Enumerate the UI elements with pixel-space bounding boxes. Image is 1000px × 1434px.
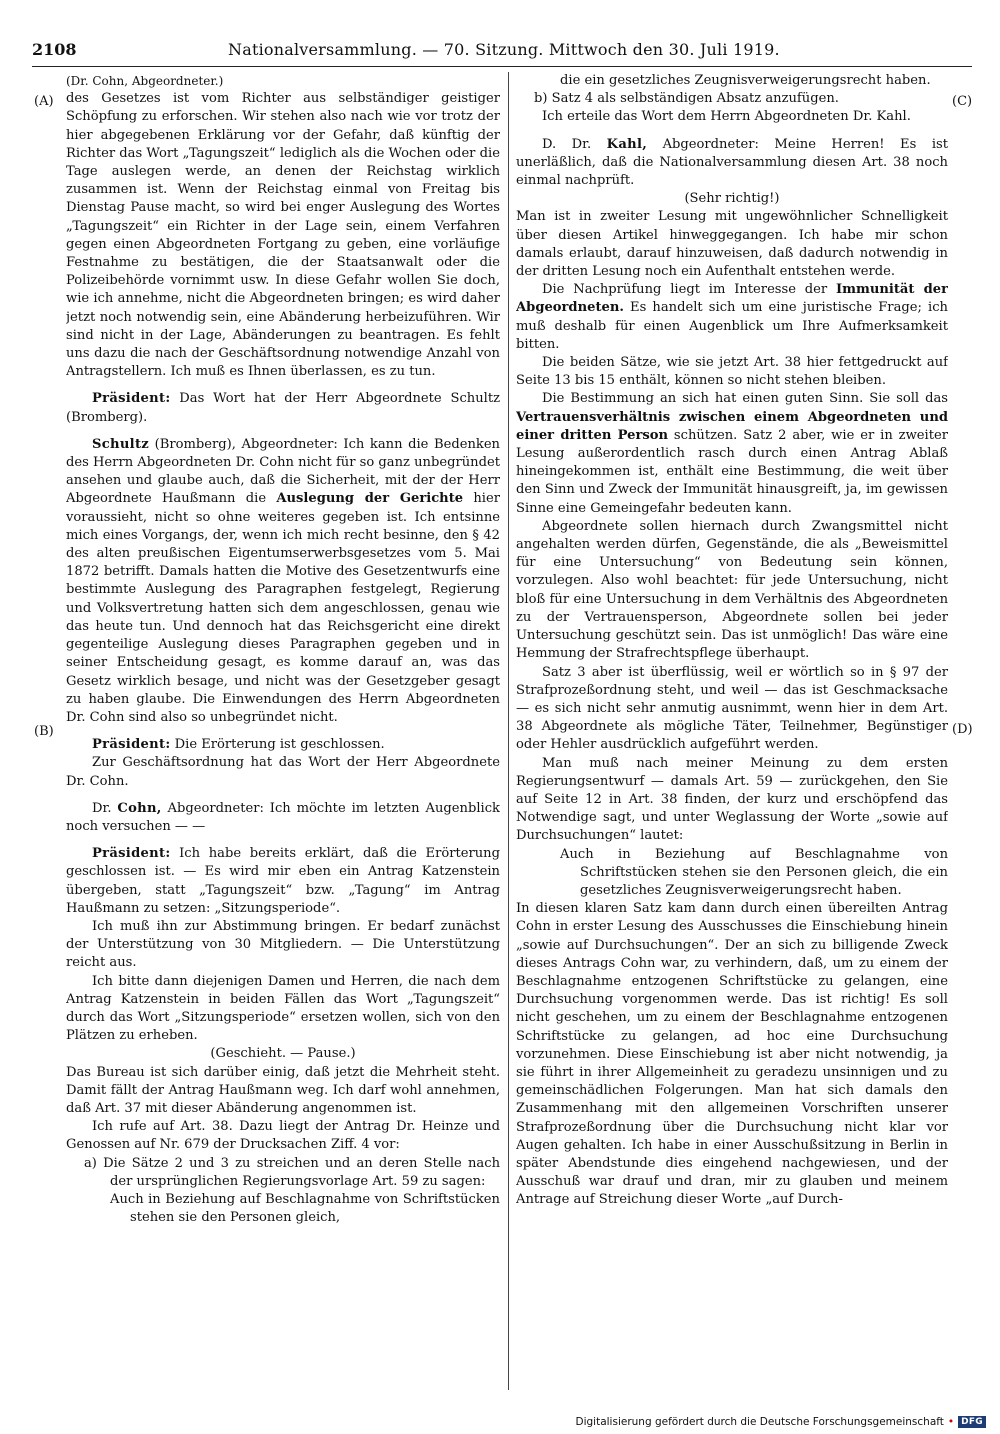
paragraph: des Gesetzes ist vom Richter aus selbständiger geistiger Schöpfung zu erforschen. Wir stehen also nach wie vor trotz der hier abgegebenen Erklärung vor der Gefahr, daß künftig der Richter das Wort „Tagungszeit“ lediglich als die Wochen oder die Tage auslegen werde, an denen der Reichstag wirklich zusammen ist. Wenn der Reichstag einmal von Freitag bis Dienstag Pause macht, so wird bei enger Auslegung des Wortes „Tagungszeit“ ein Richter in der Lage sein, einem Verfahren gegen einen Abgeordneten Fortgang zu geben, eine vorläufige Festnahme zu bestätigen, die der Staatsanwalt oder die Polizeibehörde vornimmt usw. In diese Gefahr wollen Sie doch, wie ich annehme, nicht die Abgeordneten bringen; es wird daher jetzt noch notwendig sein, eine Abänderung herbeizuführen. Wir sind nicht in der Lage, Abänderungen zu beantragen. Es fehlt uns dazu die nach der Geschäftsordnung notwendige Anzahl von Antragstellern. Ich muß es Ihnen überlassen, es zu tun. bbox=[66, 91, 500, 380]
paragraph: Schultz (Bromberg), Abgeordneter: Ich kann die Bedenken des Herrn Abgeordneten Dr. Cohn nicht für so ganz unbegründet ansehen und glaube auch, daß die Sicherheit, mit der der Herr Abgeordnete Haußmann die Auslegung der Gerichte hier voraussieht, nicht so ohne weiteres gegeben ist. Ich entsinne mich eines Vorgangs, der, wenn ich mich recht besinne, den § 42 des alten preußischen Eigentumserwerbsgesetzes vom 5. Mai 1872 betrifft. Damals hatten die Motive des Gesetzentwurfs eine bestimmte Auslegung des Paragraphen festgelegt, Regierung und Volksvertretung hatten sich dem angeschlossen, genau wie das heute tun. Und dennoch hat das Reichsgericht eine direkt gegenteilige Auslegung dieses Paragraphen gegeben und in seiner Entscheidung gesagt, es komme darauf an, was das Gesetz wirklich besage, und nicht was der Gesetzgeber gesagt zu haben glaube. Die Einwendungen des Herrn Abgeordneten Dr. Cohn sind also so unbegründet nicht. bbox=[66, 436, 500, 725]
quoted-text: die ein gesetzliches Zeugnisverweigerungsrecht haben. bbox=[560, 73, 931, 88]
page-number: 2108 bbox=[32, 40, 77, 59]
speaker-name: Cohn, bbox=[117, 800, 162, 816]
quoted-text: Auch in Beziehung auf Beschlagnahme von Schriftstücken stehen sie den Personen gleich, bbox=[110, 1191, 500, 1226]
interjection: (Sehr richtig!) bbox=[684, 191, 780, 207]
margin-marker-d: (D) bbox=[952, 722, 973, 737]
speaker-name: Präsident: bbox=[92, 737, 171, 753]
paragraph: Das Bureau ist sich darüber einig, daß jetzt die Mehrheit steht. Damit fällt der Antrag Haußmann weg. Ich darf wohl annehmen, daß Art. 37 mit dieser Abänderung angenommen ist. bbox=[66, 1064, 500, 1116]
paragraph: Präsident: Das Wort hat der Herr Abgeordnete Schultz (Bromberg). bbox=[66, 391, 500, 425]
page-header bbox=[32, 36, 972, 64]
paragraph: Präsident: Die Erörterung ist geschlossen. bbox=[92, 737, 385, 753]
speaker-name: Präsident: bbox=[92, 391, 171, 407]
paragraph: Präsident: Ich habe bereits erklärt, daß die Erörterung geschlossen ist. — Es wird mir eben ein Antrag Katzenstein übergeben, statt „Tagungszeit“ bzw. „Tagung“ im Antrag Haußmann zu setzen: „Sitzungsperiode“. bbox=[66, 846, 500, 916]
header-rule bbox=[32, 66, 972, 67]
paragraph: Die beiden Sätze, wie sie jetzt Art. 38 hier fettgedruckt auf Seite 13 bis 15 enthält, können so nicht stehen bleiben. bbox=[516, 355, 948, 389]
separator-dot: • bbox=[947, 1416, 955, 1428]
stage-direction: (Geschieht. — Pause.) bbox=[210, 1046, 356, 1062]
paragraph: Die Nachprüfung liegt im Interesse der Immunität der Abgeordneten. Es handelt sich um eine juristische Frage; ich muß deshalb für einen Augenblick um Ihre Aufmerksamkeit bitten. bbox=[516, 282, 948, 352]
dfg-logo: DFG bbox=[958, 1416, 986, 1428]
paragraph: Die Bestimmung an sich hat einen guten Sinn. Sie soll das Vertrauensverhältnis zwischen einem Abgeordneten und einer dritten Person schützen. Satz 2 aber, wie er in zweiter Lesung außerordentlich rasch durch einen Antrag Ablaß hineingekommen ist, enthält eine Bestimmung, die weit über den Sinn und Zweck der Immunität hinausgreift, ja, im gewissen Sinne eine Gemeingefahr bedeuten kann. bbox=[516, 391, 948, 516]
paragraph: Zur Geschäftsordnung hat das Wort der Herr Abgeordnete Dr. Cohn. bbox=[66, 755, 500, 789]
column-divider bbox=[508, 72, 509, 1390]
paragraph: Ich bitte dann diejenigen Damen und Herren, die nach dem Antrag Katzenstein in beiden Fällen das Wort „Tagungszeit“ durch das Wort „Sitzungsperiode“ ersetzen wollen, sich von den Plätzen zu erheben. bbox=[66, 973, 500, 1044]
right-column bbox=[516, 72, 948, 1372]
paragraph: Ich erteile das Wort dem Herrn Abgeordneten Dr. Kahl. bbox=[542, 109, 911, 125]
speaker-continuation-note: (Dr. Cohn, Abgeordneter.) bbox=[66, 74, 224, 88]
motion-item: a) Die Sätze 2 und 3 zu streichen und an deren Stelle nach der ursprünglichen Regierungsvorlage Art. 59 zu sagen: bbox=[84, 1155, 500, 1189]
left-column bbox=[66, 72, 500, 1372]
motion-item: b) Satz 4 als selbständigen Absatz anzufügen. bbox=[534, 91, 839, 107]
paragraph: Satz 3 aber ist überflüssig, weil er wörtlich so in § 97 der Strafprozeßordnung steht, und weil — das ist Geschmacksache — es sich nicht sehr anmutig ausnimmt, wenn hier in dem Art. 38 Abgeordnete als mögliche Täter, Teilnehmer, Begünstiger oder Hehler ausdrücklich aufgeführt werden. bbox=[516, 664, 948, 753]
speaker-name: Präsident: bbox=[92, 846, 171, 862]
emphasis: Auslegung der Gerichte bbox=[276, 491, 464, 507]
paragraph: Ich rufe auf Art. 38. Dazu liegt der Antrag Dr. Heinze und Genossen auf Nr. 679 der Drucksachen Ziff. 4 vor: bbox=[66, 1119, 500, 1153]
paragraph: Man muß nach meiner Meinung zu dem ersten Regierungsentwurf — damals Art. 59 — zurückgehen, den Sie auf Seite 12 in Art. 38 finden, der kurz und erschöpfend das Notwendige sagt, und unter Weglassung der Worte „sowie auf Durchsuchungen“ lautet: bbox=[516, 755, 948, 844]
speaker-name: Schultz bbox=[92, 436, 150, 452]
quoted-text: Auch in Beziehung auf Beschlagnahme von Schriftstücken stehen sie den Personen gleich, die ein gesetzliches Zeugnisverweigerungsrecht haben. bbox=[560, 846, 948, 898]
digitization-credit bbox=[576, 1416, 987, 1428]
credit-text: Digitalisierung gefördert durch die Deutsche Forschungsgemeinschaft bbox=[575, 1416, 944, 1428]
emphasis: Immunität der Abgeordneten. bbox=[516, 282, 948, 316]
paragraph: Ich muß ihn zur Abstimmung bringen. Er bedarf zunächst der Unterstützung von 30 Mitgliedern. — Die Unterstützung reicht aus. bbox=[66, 918, 500, 971]
margin-marker-c: (C) bbox=[952, 94, 973, 109]
paragraph: In diesen klaren Satz kam dann durch einen übereilten Antrag Cohn in erster Lesung des Ausschusses die Einschiebung hinein „sowie auf Durchsuchungen“. Der an sich zu billigende Zweck dieses Antrags Cohn war, zu verhindern, daß, um zu einem der Beschlagnahme entzogenen Schriftstücke zu gelangen, eine Durchsuchung vorgenommen werde. Das ist richtig! Es soll nicht geschehen, um zu einem der Beschlagnahme entzogenen Schriftstücke zu gelangen, ad hoc eine Durchsuchung vorzunehmen. Diese Einschiebung ist aber nicht notwendig, ja sie führt in ihrer Allgemeinheit zu geradezu unsinnigen und zu gemeinschädlichen Folgerungen. Man hat sich damals den Zusammenhang mit den allgemeinen Vorschriften unserer Strafprozeßordnung über die Durchsuchung nicht klar vor Augen gehalten. Ich habe in einer Ausschußsitzung in Berlin in später Abendstunde dies eingehend nachgewiesen, und der Ausschuß war drauf und dran, mir zu glauben und meinem Antrage auf Streichung dieser Worte „auf Durch- bbox=[516, 901, 948, 1208]
paragraph: Dr. Cohn, Abgeordneter: Ich möchte im letzten Augenblick noch versuchen — — bbox=[66, 800, 500, 834]
margin-marker-a: (A) bbox=[34, 94, 54, 109]
paragraph: D. Dr. Kahl, Abgeordneter: Meine Herren! Es ist unerläßlich, daß die Nationalversammlung diesen Art. 38 noch einmal nachprüft. bbox=[516, 136, 948, 189]
paragraph: Man ist in zweiter Lesung mit ungewöhnlicher Schnelligkeit über diesen Artikel hinweggegangen. Ich habe mir schon damals erlaubt, darauf hinzuweisen, daß dadurch notwendig in der dritten Lesung noch ein Aufenthalt entstehen werde. bbox=[516, 209, 948, 280]
margin-marker-b: (B) bbox=[34, 724, 54, 739]
emphasis: Vertrauensverhältnis zwischen einem Abgeordneten und einer dritten Person bbox=[516, 409, 948, 443]
speaker-name: Kahl, bbox=[606, 136, 648, 152]
paragraph: Abgeordnete sollen hiernach durch Zwangsmittel nicht angehalten werden dürfen, Gegenstände, die als „Beweismittel für eine Untersuchung“ von Bedeutung sein können, vorzulegen. Also wohl beachtet: für jede Untersuchung, nicht bloß für eine Untersuchung in dem Verhältnis des Abgeordneten zu der Vertrauensperson, Abgeordnete sollen bei jeder Untersuchung geschützt sein. Das ist unmöglich! Das wäre eine Hemmung der Strafrechtspflege überhaupt. bbox=[516, 518, 948, 662]
running-title: Nationalversammlung. — 70. Sitzung. Mittwoch den 30. Juli 1919. bbox=[228, 40, 780, 59]
